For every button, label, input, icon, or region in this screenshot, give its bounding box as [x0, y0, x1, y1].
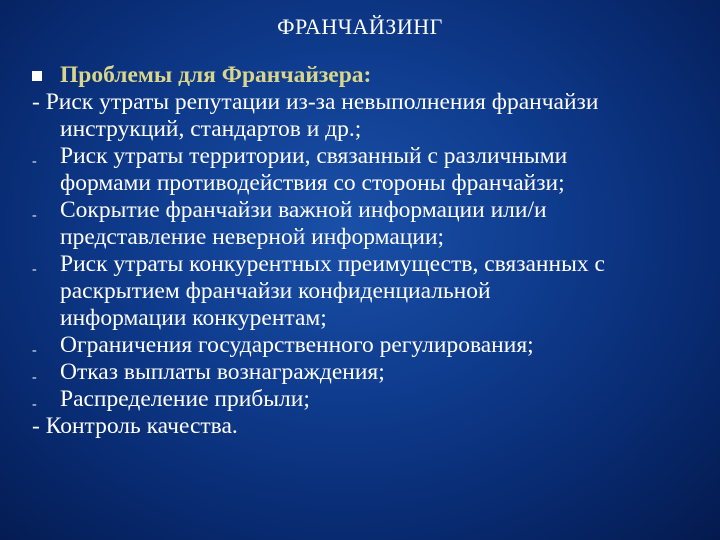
list-item-line: раскрытием франчайзи конфиденциальной — [60, 278, 491, 304]
list-item — [32, 359, 716, 386]
list-item — [32, 386, 716, 413]
list-item-line: Риск утраты территории, связанный с различными — [60, 143, 568, 169]
list-item — [32, 197, 716, 251]
dash-marker: - — [32, 397, 37, 412]
list-item — [32, 143, 716, 197]
dash-marker: - — [32, 413, 40, 439]
dash-marker: - — [32, 262, 37, 277]
heading-row — [32, 62, 716, 89]
dash-marker: - — [32, 89, 40, 115]
slide-content — [32, 62, 716, 440]
dash-marker: - — [32, 208, 37, 223]
list-item — [32, 413, 716, 440]
list-item-line: информации конкурентам; — [60, 305, 327, 331]
list-item — [32, 89, 716, 143]
list-item-line: инструкций, стандартов и др.; — [60, 116, 362, 142]
dash-marker: - — [32, 154, 37, 169]
list-item-line: Риск утраты конкурентных преимуществ, связанных с — [60, 251, 605, 277]
slide-title: ФРАНЧАЙЗИНГ — [277, 14, 443, 39]
slide-heading: Проблемы для Франчайзера: — [60, 62, 372, 88]
list-item-line — [32, 413, 716, 440]
square-bullet-icon — [32, 71, 42, 81]
list-item — [32, 332, 716, 359]
list-item-line: Сокрытие франчайзи важной информации или/и — [60, 197, 547, 223]
list-item — [32, 251, 716, 332]
list-item-line: Распределение прибыли; — [60, 386, 310, 412]
list-item-line: представление неверной информации; — [60, 224, 445, 250]
list-item-line: Ограничения государственного регулирования; — [60, 332, 534, 358]
list-item-line: формами противодействия со стороны франчайзи; — [60, 170, 565, 196]
list-item-line — [32, 89, 716, 116]
list-item-text: Риск утраты репутации из-за невыполнения франчайзи — [45, 89, 599, 115]
list-item-line: Отказ выплаты вознаграждения; — [60, 359, 385, 385]
dash-marker: - — [32, 370, 37, 385]
list-item-text: Контроль качества. — [45, 413, 238, 439]
dash-marker: - — [32, 343, 37, 358]
